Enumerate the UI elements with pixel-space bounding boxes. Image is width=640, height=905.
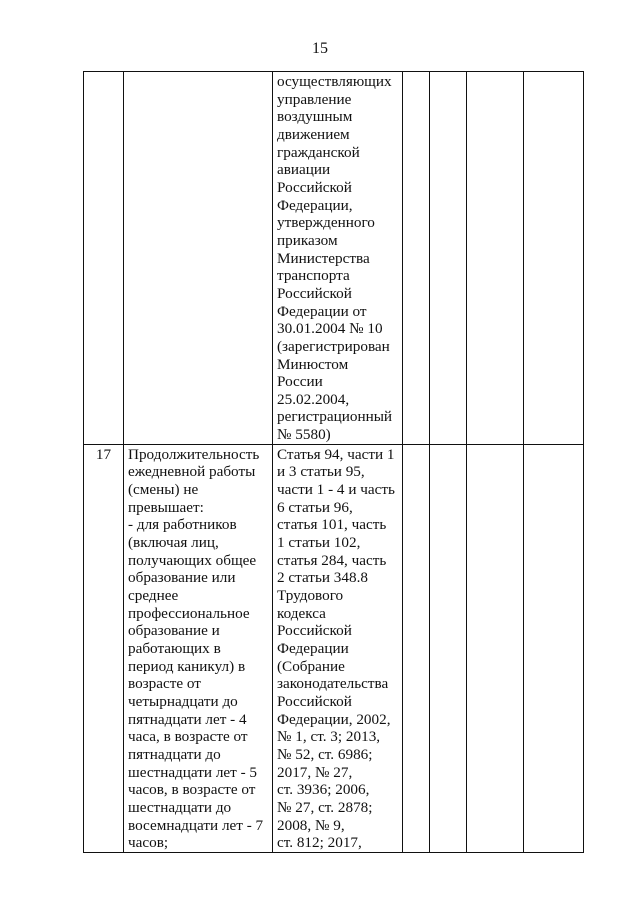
answer-cell-not-applicable	[467, 72, 524, 445]
answer-cell-no	[430, 72, 467, 445]
requirement-text	[124, 72, 272, 73]
table-row	[84, 444, 584, 852]
answer-cell-yes	[403, 444, 430, 852]
notes-cell	[524, 444, 584, 852]
reference-text: осуществляющих управление воздушным движением гражданской авиации Российской Федерации, утвержденного приказом Министерства транспорта Российской Федерации от 30.01.2004 № 10 (зарегистрирован Минюстом России 25.02.2004, регистрационный № 5580)	[277, 73, 393, 444]
table-row	[84, 72, 584, 445]
row-number-cell	[84, 72, 124, 445]
notes-cell	[524, 72, 584, 445]
reference-cell	[273, 444, 403, 852]
page-number: 15	[312, 40, 328, 57]
reference-text: Статья 94, части 1 и 3 статьи 95, части 1 - 4 и часть 6 статьи 96, статья 101, часть 1 статьи 102, статья 284, часть 2 статьи 348.8 Трудового кодекса Российской Федерации (Собрание законодательства Российской Федерации, 2002, № 1, ст. 3; 2013, № 52, ст. 6986; 2017, № 27, ст. 3936; 2006, № 27, ст. 2878; 2008, № 9, ст. 812; 2017,	[277, 445, 395, 852]
answer-cell-yes	[403, 72, 430, 445]
answer-cell-not-applicable	[467, 444, 524, 852]
reference-cell	[273, 72, 403, 445]
requirement-cell	[124, 444, 273, 852]
requirement-cell	[124, 72, 273, 445]
row-number: 17	[95, 445, 112, 463]
requirements-table	[83, 71, 584, 853]
row-number	[84, 72, 123, 73]
requirement-text: Продолжительность ежедневной работы (смены) не превышает: - для работников (включая лиц, получающих общее образование или среднее профессиональное образование и работающих в период каникул) в возрасте от четырнадцати до пятнадцати лет - 4 часа, в возрасте от пятнадцати до шестнадцати лет - 5 часов, в возрасте от шестнадцати до восемнадцати лет - 7 часов;	[128, 445, 264, 852]
row-number-cell	[84, 444, 124, 852]
answer-cell-no	[430, 444, 467, 852]
